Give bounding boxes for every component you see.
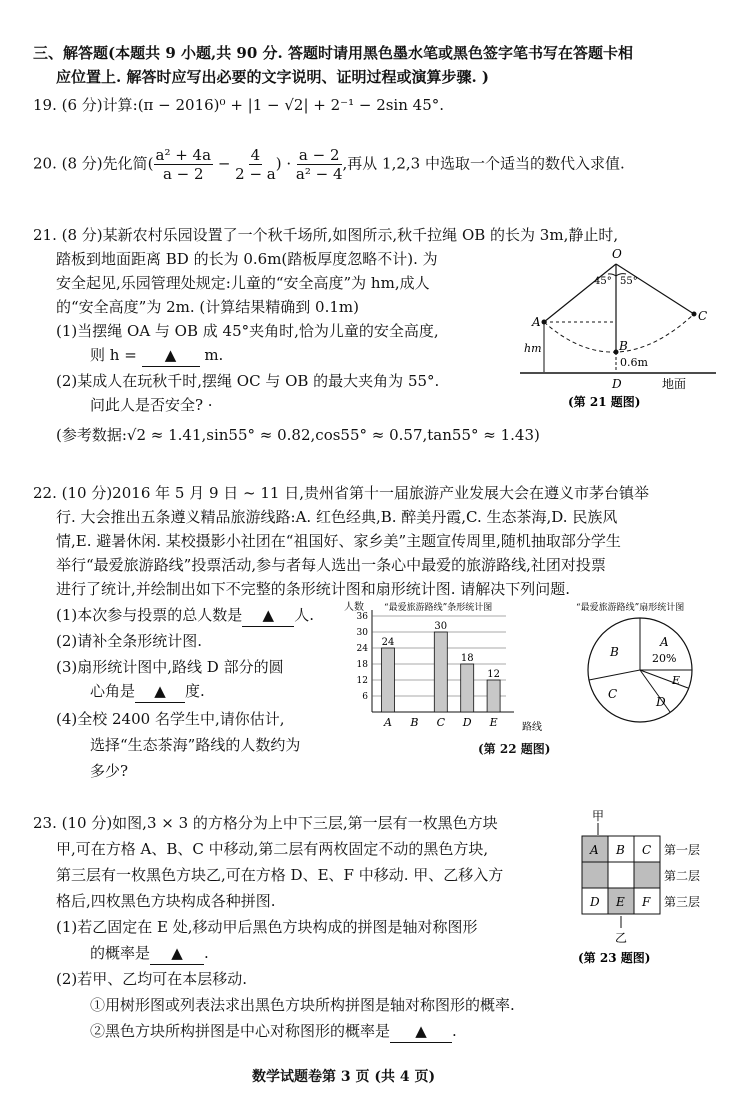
q21-answer-blank: ▲	[142, 344, 200, 367]
bar-chart-ytick-label: 18	[356, 660, 368, 670]
q22-sub1: (1)本次参与投票的总人数是 ▲ 人.	[56, 604, 314, 627]
layer-1-label: 第一层	[664, 843, 701, 857]
question-19: 19. (6 分)计算:(π − 2016)⁰ + |1 − √2| + 2⁻¹ − 2sin 45°.	[33, 96, 445, 114]
q22-line3: 情,E. 避暑休闲. 某校摄影小社团在“祖国好、家乡美”主题宣传周里,随机抽取部分学生	[56, 532, 621, 550]
point-B	[614, 350, 619, 355]
bar-chart-ytick-label: 6	[362, 692, 368, 702]
pie-chart	[572, 598, 722, 728]
bar-E	[487, 680, 500, 712]
h-label: hm	[524, 342, 542, 355]
swing-figure	[520, 236, 720, 411]
point-C	[692, 312, 697, 317]
figure-23-caption: (第 23 题图)	[578, 951, 651, 965]
cell-label-D: D	[590, 895, 600, 909]
bar-category-label-E: E	[489, 716, 498, 729]
bar-value-label-D: 18	[460, 653, 474, 664]
q22-line4: 举行“最爱旅游路线”投票活动,参与者每人选出一条心中最爱的旅游路线,社团对投票	[56, 556, 606, 574]
label-C: C	[698, 309, 708, 323]
q22-sub3a: (3)扇形统计图中,路线 D 部分的圆	[56, 658, 284, 676]
q23-line3: 第三层有一枚黑色方块乙,可在方格 D、E、F 中移动. 甲、乙移入方	[56, 866, 504, 884]
q23-line8: ①用树形图或列表法求出黑色方块所构拼图是轴对称图形的概率.	[90, 996, 515, 1014]
q22-sub3b: 心角是 ▲ 度.	[90, 680, 205, 703]
q23-line7: (2)若甲、乙均可在本层移动.	[56, 970, 248, 988]
rope-OA	[544, 264, 616, 322]
pie-label-D: D	[656, 695, 666, 709]
q23-answer-blank-2: ▲	[390, 1020, 452, 1043]
q22-line2: 行. 大会推出五条遵义精品旅游线路:A. 红色经典,B. 醉美丹霞,C. 生态茶海,D. 民族风	[56, 508, 618, 526]
figure-21-caption: (第 21 题图)	[568, 395, 641, 409]
q23-line5: (1)若乙固定在 E 处,移动甲后黑色方块构成的拼图是轴对称图形	[56, 918, 478, 936]
q23-line9: ②黑色方块所构拼图是中心对称图形的概率是 ▲ .	[90, 1020, 457, 1043]
bar-chart-ytick-label: 24	[356, 644, 368, 654]
label-yi: 乙	[615, 931, 628, 945]
bar-category-label-B: B	[410, 716, 419, 729]
cell-label-E: E	[616, 895, 625, 909]
pie-label-A-percent: 20%	[652, 652, 677, 665]
cell-label-F: F	[642, 895, 651, 909]
q23-line2: 甲,可在方格 A、B、C 中移动,第二层有两枚固定不动的黑色方块,	[56, 840, 489, 858]
section-title-line1: 三、解答题(本题共 9 小题,共 90 分. 答题时请用黑色墨水笔或黑色签字笔书写在答题卡相	[33, 44, 633, 62]
q22-line1: 22. (10 分)2016 年 5 月 9 日 ~ 11 日,贵州省第十一届旅游产业发展大会在遵义市茅台镇举	[33, 484, 650, 502]
q21-line6: 则 h = ▲ m.	[90, 344, 223, 367]
label-jia: 甲	[592, 809, 605, 823]
cell-label-C: C	[642, 843, 652, 857]
q23-line6: 的概率是 ▲ .	[90, 942, 209, 965]
q22-line5: 进行了统计,并绘制出如下不完整的条形统计图和扇形统计图. 请解决下列问题.	[56, 580, 571, 598]
rope-OC	[616, 264, 694, 314]
q22-sub4b: 选择“生态茶海”路线的人数约为	[90, 736, 301, 754]
bd-label: 0.6m	[620, 356, 648, 369]
q21-line7: (2)某成人在玩秋千时,摆绳 OC 与 OB 的最大夹角为 55°.	[56, 372, 440, 390]
q22-answer-blank-1: ▲	[242, 604, 294, 627]
layer-3-label: 第三层	[664, 895, 701, 909]
bar-chart-ytick-label: 12	[356, 676, 368, 686]
q21-line3: 安全起见,乐园管理处规定:儿童的“安全高度”为 hm,成人	[56, 274, 430, 292]
q22-answer-blank-3: ▲	[135, 680, 185, 703]
ground-label: 地面	[662, 377, 687, 391]
bar-chart-ylabel: 人数	[344, 602, 364, 613]
point-A	[542, 320, 547, 325]
q21-line5: (1)当摆绳 OA 与 OB 成 45°夹角时,恰为儿童的安全高度,	[56, 322, 439, 340]
q20-fraction-1: $\frac{\text{a² + 4a}}{a - 2}$	[155, 146, 212, 183]
q21-line2: 踏板到地面距离 BD 的长为 0.6m(踏板厚度忽略不计). 为	[56, 250, 438, 268]
bar-chart	[338, 598, 568, 738]
bar-A	[382, 648, 395, 712]
q23-line4: 格后,四枚黑色方块构成各种拼图.	[56, 892, 276, 910]
q20-fraction-2: $\frac{4}{2 - a}$	[235, 146, 276, 183]
grid-figure	[578, 808, 718, 968]
label-A: A	[532, 315, 541, 329]
bar-chart-ytick-label: 30	[356, 628, 368, 638]
q23-answer-blank-1: ▲	[150, 942, 204, 965]
cell-middle-left	[582, 862, 608, 888]
q21-line8: 问此人是否安全? ·	[90, 396, 213, 414]
q21-line4: 的“安全高度”为 2m. (计算结果精确到 0.1m)	[56, 298, 359, 316]
pie-divider-left	[589, 670, 640, 680]
label-B: B	[619, 339, 628, 353]
q20-prefix: 20. (8 分)先化简(	[33, 154, 154, 173]
figure-22-caption: (第 22 题图)	[478, 742, 551, 756]
label-O: O	[612, 247, 622, 261]
bar-category-label-A: A	[384, 716, 392, 729]
q20-fraction-3: $\frac{a - 2}{\text{a² − 4}}$	[295, 146, 343, 183]
angle-55-label: 55°	[620, 276, 638, 287]
bar-category-label-C: C	[436, 716, 446, 729]
bar-chart-xlabel: 路线	[522, 722, 542, 733]
pie-label-E: E	[672, 674, 681, 687]
pie-label-A: A	[660, 635, 669, 649]
bar-chart-title: “最爱旅游路线”条形统计图	[384, 603, 493, 613]
pie-divider-e	[640, 670, 688, 688]
q22-sub4c: 多少?	[90, 762, 129, 780]
cell-middle-center	[608, 862, 634, 888]
bar-value-label-E: 12	[487, 669, 500, 680]
bar-C	[434, 632, 447, 712]
bar-category-label-D: D	[462, 716, 472, 729]
q22-sub2: (2)请补全条形统计图.	[56, 632, 203, 650]
bar-chart-ytick-label: 36	[356, 612, 368, 622]
pie-chart-title: “最爱旅游路线”扇形统计图	[576, 603, 685, 613]
q22-sub4a: (4)全校 2400 名学生中,请你估计,	[56, 710, 285, 728]
bar-D	[461, 664, 474, 712]
q23-line1: 23. (10 分)如图,3 × 3 的方格分为上中下三层,第一层有一枚黑色方块	[33, 814, 498, 832]
bar-value-label-A: 24	[381, 637, 395, 648]
bar-chart-bars	[382, 621, 501, 729]
layer-2-label: 第二层	[664, 869, 701, 883]
section-title-line2: 应位置上. 解答时应写出必要的文字说明、证明过程或演算步骤. )	[56, 68, 489, 86]
cell-label-A: A	[590, 843, 599, 857]
page-footer: 数学试题卷第 3 页 (共 4 页)	[252, 1069, 436, 1085]
cell-middle-right	[634, 862, 660, 888]
pie-label-B: B	[610, 645, 619, 659]
q21-line1: 21. (8 分)某新农村乐园设置了一个秋千场所,如图所示,秋千拉绳 OB 的长为 3m,静止时,	[33, 226, 619, 244]
angle-45-label: 45°	[594, 276, 612, 287]
label-D: D	[612, 377, 622, 391]
cell-label-B: B	[616, 843, 625, 857]
q20-suffix: ,再从 1,2,3 中选取一个适当的数代入求值.	[342, 154, 625, 173]
pie-label-C: C	[608, 687, 618, 701]
q21-line9: (参考数据:√2 ≈ 1.41,sin55° ≈ 0.82,cos55° ≈ 0.57,tan55° ≈ 1.43)	[56, 426, 540, 444]
bar-value-label-C: 30	[434, 621, 448, 632]
question-20: 20. (8 分)先化简( $\frac{\text{a² + 4a}}{a - 2}$ − $\frac{4}{2 - a}$ ) · $\frac{a - 2}{\text{a² − 4}}$ ,再从 1,2,3 中选取一个适当的数代入求值.	[33, 146, 625, 183]
